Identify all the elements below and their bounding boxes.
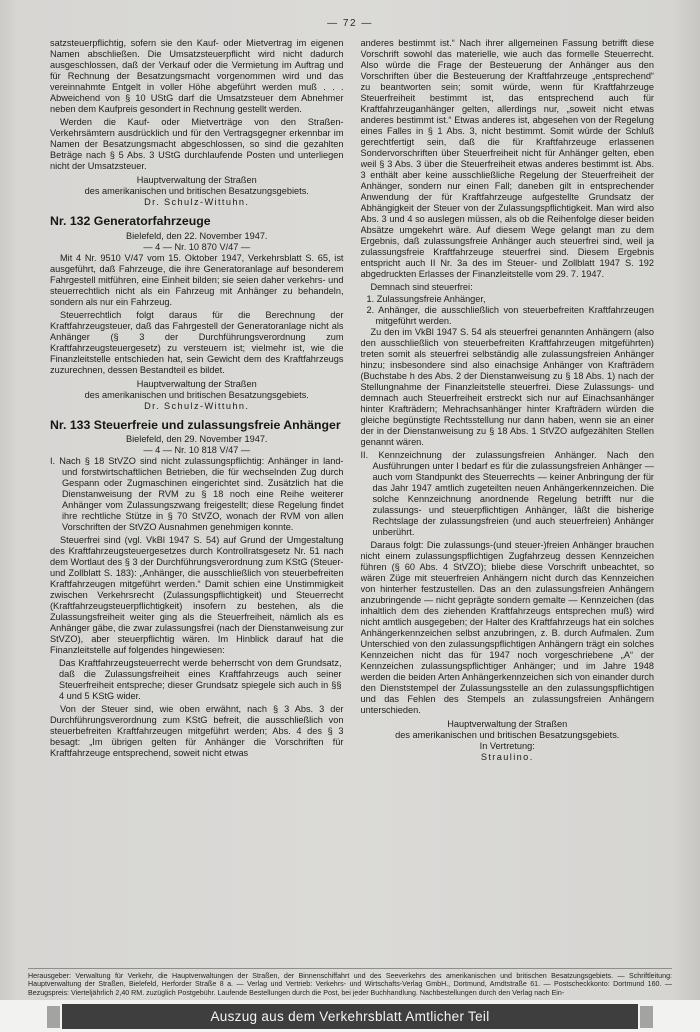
file-number: — 4 — Nr. 10 870 V/47 — <box>143 241 251 252</box>
signature-block <box>50 379 344 412</box>
body-paragraph: Werden die Kauf- oder Mietverträge von den Straßen-Verkehrsämtern ausdrücklich und für den Vertragsgegner erkennbar im Namen der Besatzungsmacht abgeschlossen, so sind die gezahlten Beträge nach § 5 Abs. 3 UStG durchlaufende Posten und unterliegen nicht der Umsatzsteuer. <box>50 117 344 171</box>
page-number: — 72 — <box>327 18 373 29</box>
section-heading-133: Nr. 133 Steuerfreie und zulassungsfreie Anhänger <box>50 417 341 432</box>
body-paragraph: Steuerrechtlich folgt daraus für die Berechnung der Kraftfahrzeugsteuer, daß das Fahrgestell der Generatoranlage nicht als Anhänger (§ 3 der Durchführungsverordnung zum Kraftfahrzeugsteuergesetz) zu versteuern ist; vielmehr ist, wie die Finanzleitstelle entschieden hat, sein Gewicht dem des Kraftfahrzeugs zuzurechnen, dessen Bestandteil es bildet. <box>50 309 344 375</box>
list-intro: Demnach sind steuerfrei: <box>370 282 473 292</box>
signature-line: des amerikanischen und britischen Besatzungsgebiets. <box>84 186 309 196</box>
quote-paragraph: Das Kraftfahrzeugsteuerrecht werde beherrscht von dem Grundsatz, daß die Zulassungsfreiheit eines Kraftfahrzeugs auch seiner Steuerfreiheit entspreche; dieser Grundsatz spiegele sich auch in §§ 4 und 5 KStG wider. <box>59 658 342 701</box>
signature-line: Hauptverwaltung der Straßen <box>136 175 257 185</box>
body-paragraph: Von der Steuer sind, wie oben erwähnt, nach § 3 Abs. 3 der Durchführungsverordnung zum KStG befreit, die ausschließlich von steuerbefreiten Kraftfahrzeugen mitgeführt werden; Abs. 4 des § 3 besagt: „Im übrigen gelten für Anhänger die Vorschriften für Kraftfahrzeuge entsprechend, soweit nicht etwas <box>50 704 344 758</box>
imprint-footer: Herausgeber: Verwaltung für Verkehr, die Hauptverwaltungen der Straßen, der Binnenschiffahrt und des Seeverkehrs des amerikanischen und britischen Besatzungsgebiets. — Schriftleitung: Hauptverwaltung der Straßen, Bielefeld, Herforder Straße 8 a. — Verlag und Vertrieb: Verkehrs- und Wirtschafts-Verlag GmbH., Dortmund, Arndtstraße 61. — Postscheckkonto: Dortmund 160. — Bezugspreis: Vierteljährlich 2,40 RM. zuzüglich Postgebühr. Laufende Bestellungen durch die Post, bei jeder Buchhandlung. Nachbestellungen durch den Verlag nach Ein- <box>28 968 672 997</box>
file-number: — 4 — Nr. 10 818 V/47 — <box>143 445 251 455</box>
signature-block <box>50 175 344 208</box>
dateline: Bielefeld, den 29. November 1947. <box>126 434 268 444</box>
body-paragraph: I. Nach § 18 StVZO sind nicht zulassungspflichtig: Anhänger in land- und forstwirtschaftlichen Betrieben, die für wechselnden Zug durch Gespann oder Zugmaschinen eingerichtet sind. Zusätzlich hat die Dienstanweisung der RVM zu § 18 noch eine Reihe weiterer Anhänger vom Zulassungszwang freigestellt; diese Regelung findet ihre rechtliche Stütze in § 70 StVZO, wonach der RVM von allen Vorschriften der StVZO Ausnahmen genehmigen konnte. <box>50 456 344 532</box>
signature-block <box>361 719 655 763</box>
body-paragraph: anderes bestimmt ist.“ Nach ihrer allgemeinen Fassung betrifft diese Vorschrift sowohl das materielle, wie auch das formelle Steuerrecht. Also würde die Frage der Besteuerung der Anhänger aus den Vorschriften über die Besteuerung der Kraftfahrzeuge „entsprechend“ zu beantworten sein; somit würde, wenn für Kraftfahrzeuge Steuerfreiheit bestimmt ist, das entsprechend auch für Kraftfahrzeuganhänger gelten, allerdings nur, „soweit nicht etwas anderes bestimmt ist.“ Etwas anderes ist, abgesehen von der Regelung eines Falles in § 1 Abs. 3, nicht bestimmt. Somit würde der Schluß gerechtfertigt sein, daß die für Kraftfahrzeuge erlassenen Sondervorschriften über Steuerfreiheit nicht für Anhänger gelten, eben weil § 3 Abs. 3 über die Steuerfreiheit etwas anderes bestimmt ist. Abs. 3 enthält aber keine ausschließliche Regelung der Steuerfreiheit der Anhänger, sondern nur einen Fall; daneben gilt in entsprechender Anwendung der für Kraftfahrzeuge aufgestellte Grundsatz der Abhängigkeit der Steuer von der Zulassungspflichtigkeit. Man wird also Abs. 3 und 4 so auslegen müssen, als ob die Reihenfolge dieser beiden Absätze umgekehrt wäre. Auf diesem Wege gelangt man zu dem Ergebnis, daß zulassungsfreie Anhänger auch steuerfrei sind, weil ja zulassungsfreie Kraftfahrzeuge steuerfrei sind. Diesem Ergebnis entspricht auch II Nr. 3a des im Steuer- und Zollblatt 1947 S. 192 abgedruckten Erlasses der Finanzleitstelle vom 29. 7. 1947. <box>360 38 654 279</box>
signature-name: Dr. Schulz-Wittuhn. <box>144 197 250 207</box>
list-item: 1. Zulassungsfreie Anhänger, <box>366 294 486 304</box>
dateline: Bielefeld, den 22. November 1947. <box>126 230 268 241</box>
body-paragraph: satzsteuerpflichtig, sofern sie den Kauf- oder Mietvertrag im eigenen Namen abschließen. Die Umsatzsteuerpflicht wird nicht dadurch ausgeschlossen, daß der Verkauf oder die Vermietung im Auftrag und für Rechnung der Besatzungsmacht vorgenommen wird und das vereinnahmte Entgelt in voller Höhe abgeführt werden muß . . . Abweichend von § 10 UStG darf die Umsatzsteuer dem Abnehmer neben dem Kaufpreis gesondert in Rechnung gestellt werden. <box>50 38 344 114</box>
caption-bar: Auszug aus dem Verkehrsblatt Amtlicher Teil <box>62 1004 638 1029</box>
text-columns <box>50 38 654 934</box>
body-paragraph: II. Kennzeichnung der zulassungsfreien Anhänger. Nach den Ausführungen unter I bedarf es für die zulassungsfreien Anhänger — auch vom Standpunkt des Steuerrechts — keiner Anbringung der für das Jahr 1947 amtlich zugeteilten neuen Anhängerkennzeichen. Die solche Kennzeichnung anordnende Regelung betrifft nur die zulassungs- und steuerpflichtigen Anhänger, läßt die bisherige Rechtslage der zulassungsfreien (und auch steuerfreien) Anhänger unberührt. <box>360 450 654 537</box>
body-paragraph: Mit 4 Nr. 9510 V/47 vom 15. Oktober 1947, Verkehrsblatt S. 65, ist ausgeführt, daß Fahrzeuge, die ihre Generatoranlage auf besonderem Fahrgestell mitführen, eine Einheit bilden; sie seien daher verkehrs- und steuerrechtlich nicht als ein Fahrzeug mit Anhänger zu behandeln, sondern als nur ein Fahrzeug. <box>50 252 344 307</box>
signature-line: In Vertretung: <box>479 741 535 751</box>
list-item: 2. Anhänger, die ausschließlich von steuerbefreiten Kraftfahrzeugen mitgeführt werden. <box>366 305 654 326</box>
left-column <box>50 38 344 934</box>
right-column <box>361 38 655 934</box>
signature-line: Hauptverwaltung der Straßen <box>447 719 568 729</box>
signature-line: des amerikanischen und britischen Besatzungsgebiets. <box>395 730 620 740</box>
signature-line: des amerikanischen und britischen Besatzungsgebiets. <box>84 389 309 400</box>
body-paragraph: Zu den im VkBl 1947 S. 54 als steuerfrei genannten Anhängern (also den ausschließlich von steuerbefreiten Kraftfahrzeugen mitgeführten) treten somit als steuerfrei selbständig alle zulassungsfreien Anhänger hinzu; insbesondere sind also einachsige Anhänger von Krafträdern (Buchstabe h des Abs. 2 der Dienstanweisung zu § 18 Abs. 1) nach der Stellungnahme der Finanzleitstelle steuerfrei. Diese Zulassungs- und demnach auch Steuerfreiheit erstreckt sich nur auf Einachsanhänger hinter Krafträdern; Mehrachsanhänger hinter Krafträdern würden die gleiche begünstigte Rechtsstellung nur dann haben, wenn sie an einer der in der Dienstanweisung zu § 18 Abs. 1 StVZO aufgezählten Stellen genannt wären. <box>360 327 654 447</box>
body-paragraph: Steuerfrei sind (vgl. VkBl 1947 S. 54) auf Grund der Umgestaltung des Kraftfahrzeugsteuergesetzes durch Kontrollratsgesetz Nr. 51 nach dem Wortlaut des § 3 der Durchführungsverordnung zum KStG (Steuer- und Zollblatt S. 183): „Anhänger, die ausschließlich von steuerbefreiten Kraftfahrzeugen mitgeführt werden.“ Damit schien eine Unstimmigkeit zwischen Verkehrsrecht (Zulassungspflichtigkeit) und Steuerrecht (Kraftfahrzeugsteuerpflichtigkeit) insofern zu bestehen, als die Zulassungsfreiheit weiter ging als die Steuerfreiheit, nämlich als es Anhänger gäbe, die zwar zulassungsfrei (nach der Dienstanweisung zur StVZO), aber steuerpflichtig wären. Im Hinblick darauf hat die Finanzleitstelle auf folgendes hingewiesen: <box>50 535 344 655</box>
signature-name: Dr. Schulz-Wittuhn. <box>144 400 250 411</box>
caption-strip <box>0 1000 700 1032</box>
signature-line: Hauptverwaltung der Straßen <box>136 378 257 389</box>
body-paragraph: Daraus folgt: Die zulassungs-(und steuer-)freien Anhänger brauchen nicht einem zulassungspflichtigen Zugfahrzeug dessen Kennzeichen führen (§ 60 Abs. 4 StVZO); bliebe diese Vorschrift unbeachtet, so wären Züge mit steuerfreien Anhängern nicht durch das Kennzeichen von hinterher festzustellen. Das an den zulassungsfreien Anhängern anzubringende — nicht geprägte sondern gemalte — Kennzeichen (das inhaltlich dem des ziehenden Kraftfahrzeugs entsprechen muß) wird nicht amtlich ausgegeben; der Halter des Kraftfahrzeugs hat ein solches Anhängerkennzeichen selbst anzubringen, z. B. durch Aufmalen. Zum Unterschied von den zulassungspflichtigen Anhängern trägt ein solches Kennzeichen nicht das für 1947 noch vorgeschriebene „A“ der Kennzeichen zulassungspflichtiger Anhänger; und im Jahre 1948 werden die beiden Arten Anhängerkennzeichen sich von einander durch den Dienststempel der Zulassungsstelle an den zulassungspflichtigen und das Fehlen des Stempels an zulassungsfreien Anhängern unterschieden. <box>360 540 654 715</box>
section-heading-132: Nr. 132 Generatorfahrzeuge <box>50 214 211 228</box>
signature-name: Straulino. <box>480 752 534 762</box>
